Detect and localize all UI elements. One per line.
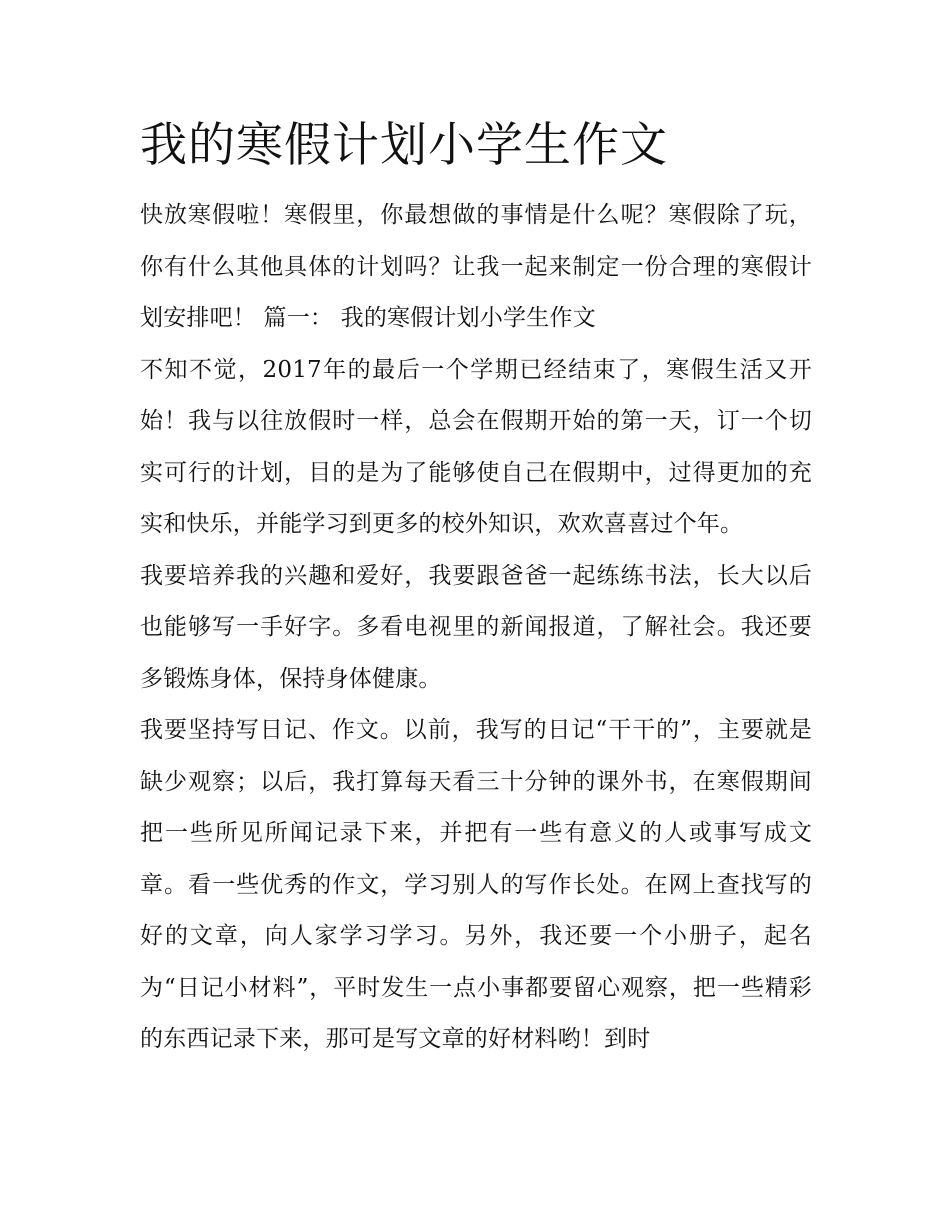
paragraph-semester-end: 不知不觉，2017年的最后一个学期已经结束了，寒假生活又开始！我与以往放假时一样，总会在假期开始的第一天，订一个切实可行的计划，目的是为了能够使自己在假期中，过得更加的充实和快乐，并能学习到更多的校外知识，欢欢喜喜过个年。 [140,356,812,537]
paragraph-diary: 我要坚持写日记、作文。以前，我写的日记“干干的”，主要就是缺少观察；以后，我打算每天看三十分钟的课外书，在寒假期间把一些所见所闻记录下来，并把有一些有意义的人或事写成文章。看一些优秀的作文，学习别人的写作长处。在网上查找写的好的文章，向人家学习学习。另外，我还要一个小册子，起名为“日记小材料”，平时发生一点小事都要留心观察，把一些精彩的东西记录下来，那可是写文章的好材料哟！到时 [140,717,812,1052]
document-title: 我的寒假计划小学生作文 [140,118,668,173]
document-page [140,110,812,1066]
paragraph-intro: 快放寒假啦！寒假里，你最想做的事情是什么呢？寒假除了玩，你有什么其他具体的计划吗？让我一起来制定一份合理的寒假计划安排吧！ 篇一： 我的寒假计划小学生作文 [140,202,812,331]
paragraph-hobbies: 我要培养我的兴趣和爱好，我要跟爸爸一起练练书法，长大以后也能够写一手好字。多看电视里的新闻报道，了解社会。我还要多锻炼身体，保持身体健康。 [140,562,812,692]
